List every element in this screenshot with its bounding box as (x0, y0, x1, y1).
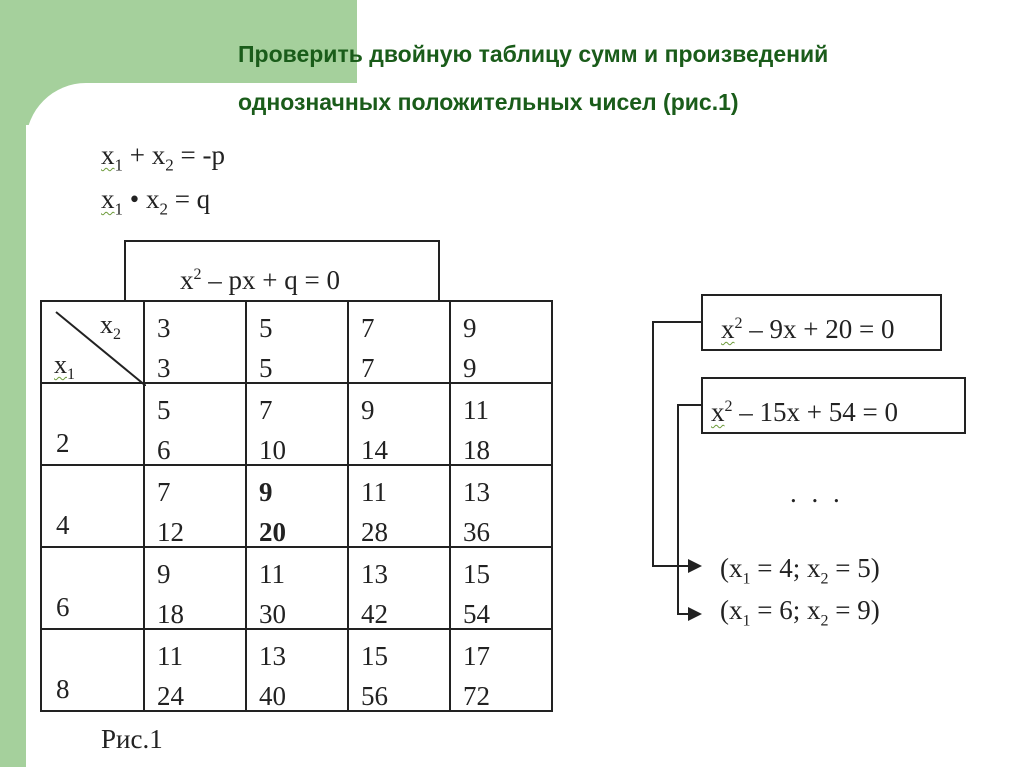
arrow-head-1 (688, 559, 702, 573)
row-header-cell: 4 (41, 465, 144, 547)
table-cell: 13 42 (348, 547, 450, 629)
table-cell: 11 30 (246, 547, 348, 629)
table-cell: 9 14 (348, 383, 450, 465)
table-cell: 7 10 (246, 383, 348, 465)
col-header-cell: 7 7 (348, 301, 450, 383)
table-cell: 17 72 (450, 629, 552, 711)
table-cell: 11 24 (144, 629, 246, 711)
table-cell: 15 56 (348, 629, 450, 711)
ellipsis: . . . (790, 478, 844, 508)
table-cell: 11 18 (450, 383, 552, 465)
arrow-head-2 (688, 607, 702, 621)
highlighted-cell: 9 20 (246, 465, 348, 547)
table-cell: 9 18 (144, 547, 246, 629)
main-quadratic-equation: $x^2$ – px + q = 0 (180, 265, 340, 295)
equation-box-1: $x^2 - 9x + 20 = 0$ (701, 294, 942, 351)
table-cell: 15 54 (450, 547, 552, 629)
table-cell: 7 12 (144, 465, 246, 547)
row-header-cell: 6 (41, 547, 144, 629)
row-header-cell: 2 (41, 383, 144, 465)
table-cell: 5 6 (144, 383, 246, 465)
col-header-cell: 5 5 (246, 301, 348, 383)
title-line-2: однозначных положительных чисел (рис.1) (238, 89, 739, 115)
table-cell: 13 40 (246, 629, 348, 711)
solution-1: ($x_1 = 4$; $x_2 = 5$) (720, 553, 880, 588)
solution-2: ($x_1 = 6$; $x_2 = 9$) (720, 595, 880, 630)
vieta-sum-formula: $x_1 + x_2 = -p$ (101, 140, 225, 175)
table-cell: 13 36 (450, 465, 552, 547)
title-line-1: Проверить двойную таблицу сумм и произведений (238, 41, 829, 67)
x1-header: $x_1$ (54, 350, 75, 384)
x2-header: $x_2$ (100, 310, 121, 344)
vieta-product-formula: $x_1$ • $x_2 = q$ (101, 184, 211, 219)
row-header-cell: 8 (41, 629, 144, 711)
equation-box-2: $x^2 - 15x + 54 = 0$ (701, 377, 966, 434)
figure-caption: Рис.1 (101, 724, 163, 754)
table-cell: 11 28 (348, 465, 450, 547)
col-header-cell: 9 9 (450, 301, 552, 383)
col-header-cell: 3 3 (144, 301, 246, 383)
